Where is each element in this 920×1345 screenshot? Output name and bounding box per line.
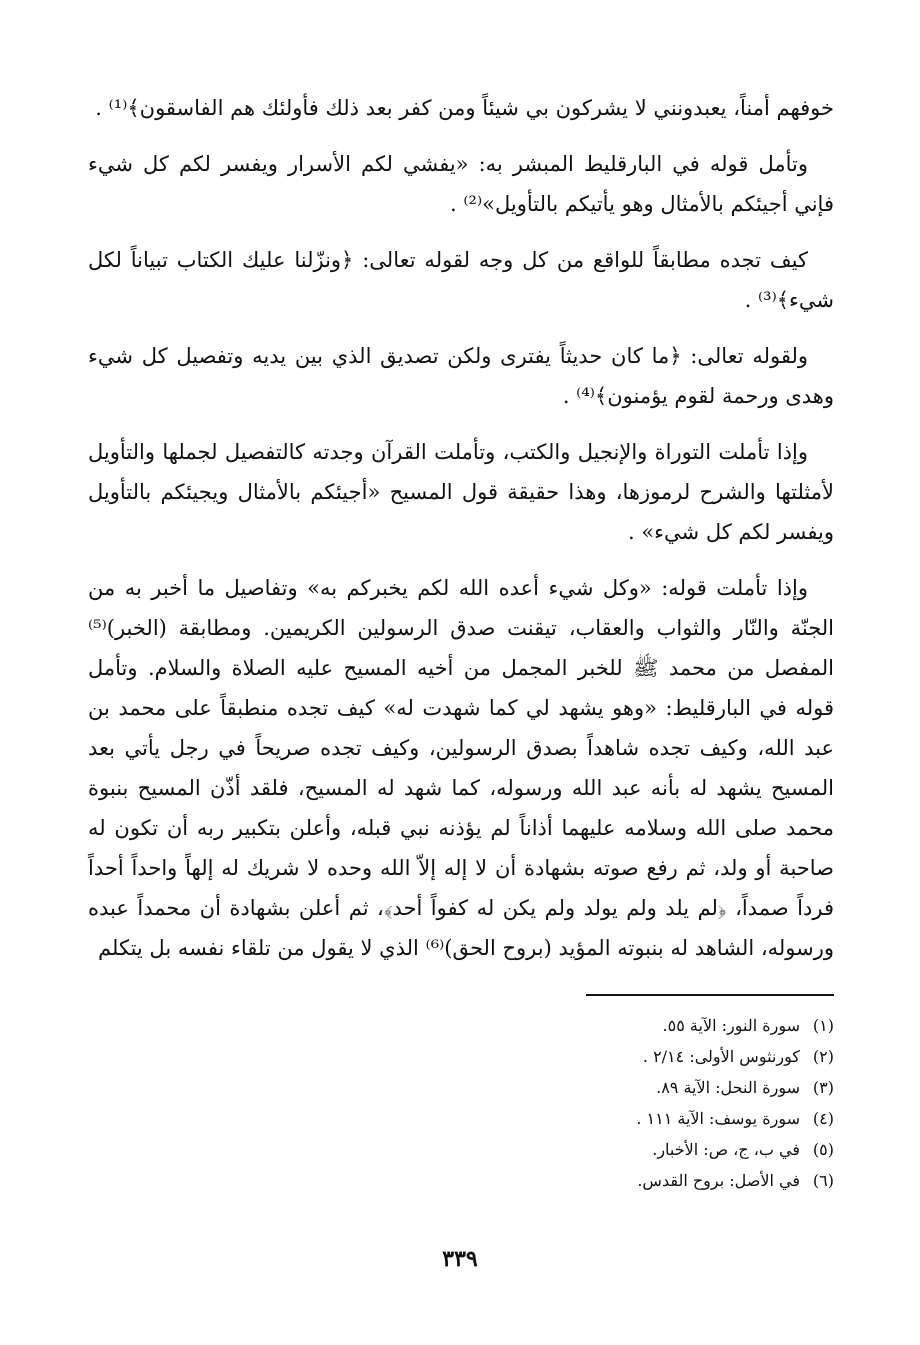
paragraph-1: خوفهم أمناً، يعبدونني لا يشركون بي شيئاً ومن كفر بعد ذلك فأولئك هم الفاسقون﴾⁽¹⁾ . [95,96,834,120]
footnote-1 [234,1010,834,1041]
footnote-2 [234,1041,834,1072]
footnote-text: في ب، ج، ص: الأخبار. [652,1140,800,1159]
footnote-text: في الأصل: بروح القدس. [637,1171,800,1190]
footnote-6 [234,1165,834,1196]
footnote-divider [586,994,834,996]
page-number: ٣٣٩ [442,1246,478,1272]
paragraph-5: وإذا تأملت التوراة والإنجيل والكتب، وتأملت القرآن وجدته كالتفصيل لجملها والتأويل لأمثلتها والشرح لرموزها، وهذا حقيقة قول المسيح «أجيئكم بالأمثال ويجيئكم بالتأويل ويفسر لكم كل شيء» . [88,440,834,544]
page-body [88,88,834,984]
footnote-text: كورنثوس الأولى: ٢/١٤ . [642,1047,800,1066]
footnote-3 [234,1072,834,1103]
footnote-4 [234,1103,834,1134]
footnote-number: (٤) [812,1109,834,1128]
footnote-5 [234,1134,834,1165]
footnote-number: (٣) [812,1078,834,1097]
footnote-number: (١) [812,1016,834,1035]
footnote-number: (٥) [812,1140,834,1159]
paragraph-6: وإذا تأملت قوله: «وكل شيء أعده الله لكم يخبركم به» وتفاصيل ما أخبر به من الجنّة والنّار والثواب والعقاب، تيقنت صدق الرسولين الكريمين. ومطابقة (الخبر)⁽⁵⁾ المفصل من محمد ﷺ للخبر المجمل من أخيه المسيح عليه الصلاة والسلام. وتأمل قوله في البارقليط: «وهو يشهد لي كما شهدت له» كيف تجده منطبقاً على محمد بن عبد الله، وكيف تجده شاهداً بصدق الرسولين، وكيف تجده صريحاً في رجل يأتي بعد المسيح يشهد له بأنه عبد الله ورسوله، كما شهد له المسيح، فلقد أذّن المسيح بنبوة محمد صلى الله وسلامه عليهما أذاناً لم يؤذنه نبي قبله، وأعلن بتكبير ربه أن تكون له صاحبة أو ولد، ثم رفع صوته بشهادة أن لا إله إلاّ الله وحده لا شريك له إلهاً واحداً أحداً فرداً صمداً، ﴿لم يلد ولم يولد ولم يكن له كفواً أحد﴾، ثم أعلن بشهادة أن محمداً عبده ورسوله، الشاهد له بنبوته المؤيد (بروح الحق)⁽⁶⁾ الذي لا يقول من تلقاء نفسه بل يتكلم [88,576,834,960]
paragraph-3: كيف تجده مطابقاً للواقع من كل وجه لقوله تعالى: ﴿ونزّلنا عليك الكتاب تبياناً لكل شيء﴾⁽³⁾ . [88,248,834,312]
paragraph-4: ولقوله تعالى: ﴿ما كان حديثاً يفترى ولكن تصديق الذي بين يديه وتفصيل كل شيء وهدى ورحمة لقوم يؤمنون﴾⁽⁴⁾ . [88,344,834,408]
footnote-text: سورة النور: الآية ٥٥. [662,1016,800,1035]
footnotes-list [234,1010,834,1196]
footnote-text: سورة يوسف: الآية ١١١ . [636,1109,800,1128]
paragraph-2: وتأمل قوله في البارقليط المبشر به: «يفشي لكم الأسرار ويفسر لكم كل شيء فإني أجيئكم بالأمثال وهو يأتيكم بالتأويل»⁽²⁾ . [88,152,834,216]
footnote-text: سورة النحل: الآية ٨٩. [656,1078,800,1097]
footnote-number: (٢) [812,1047,834,1066]
footnote-number: (٦) [812,1171,834,1190]
